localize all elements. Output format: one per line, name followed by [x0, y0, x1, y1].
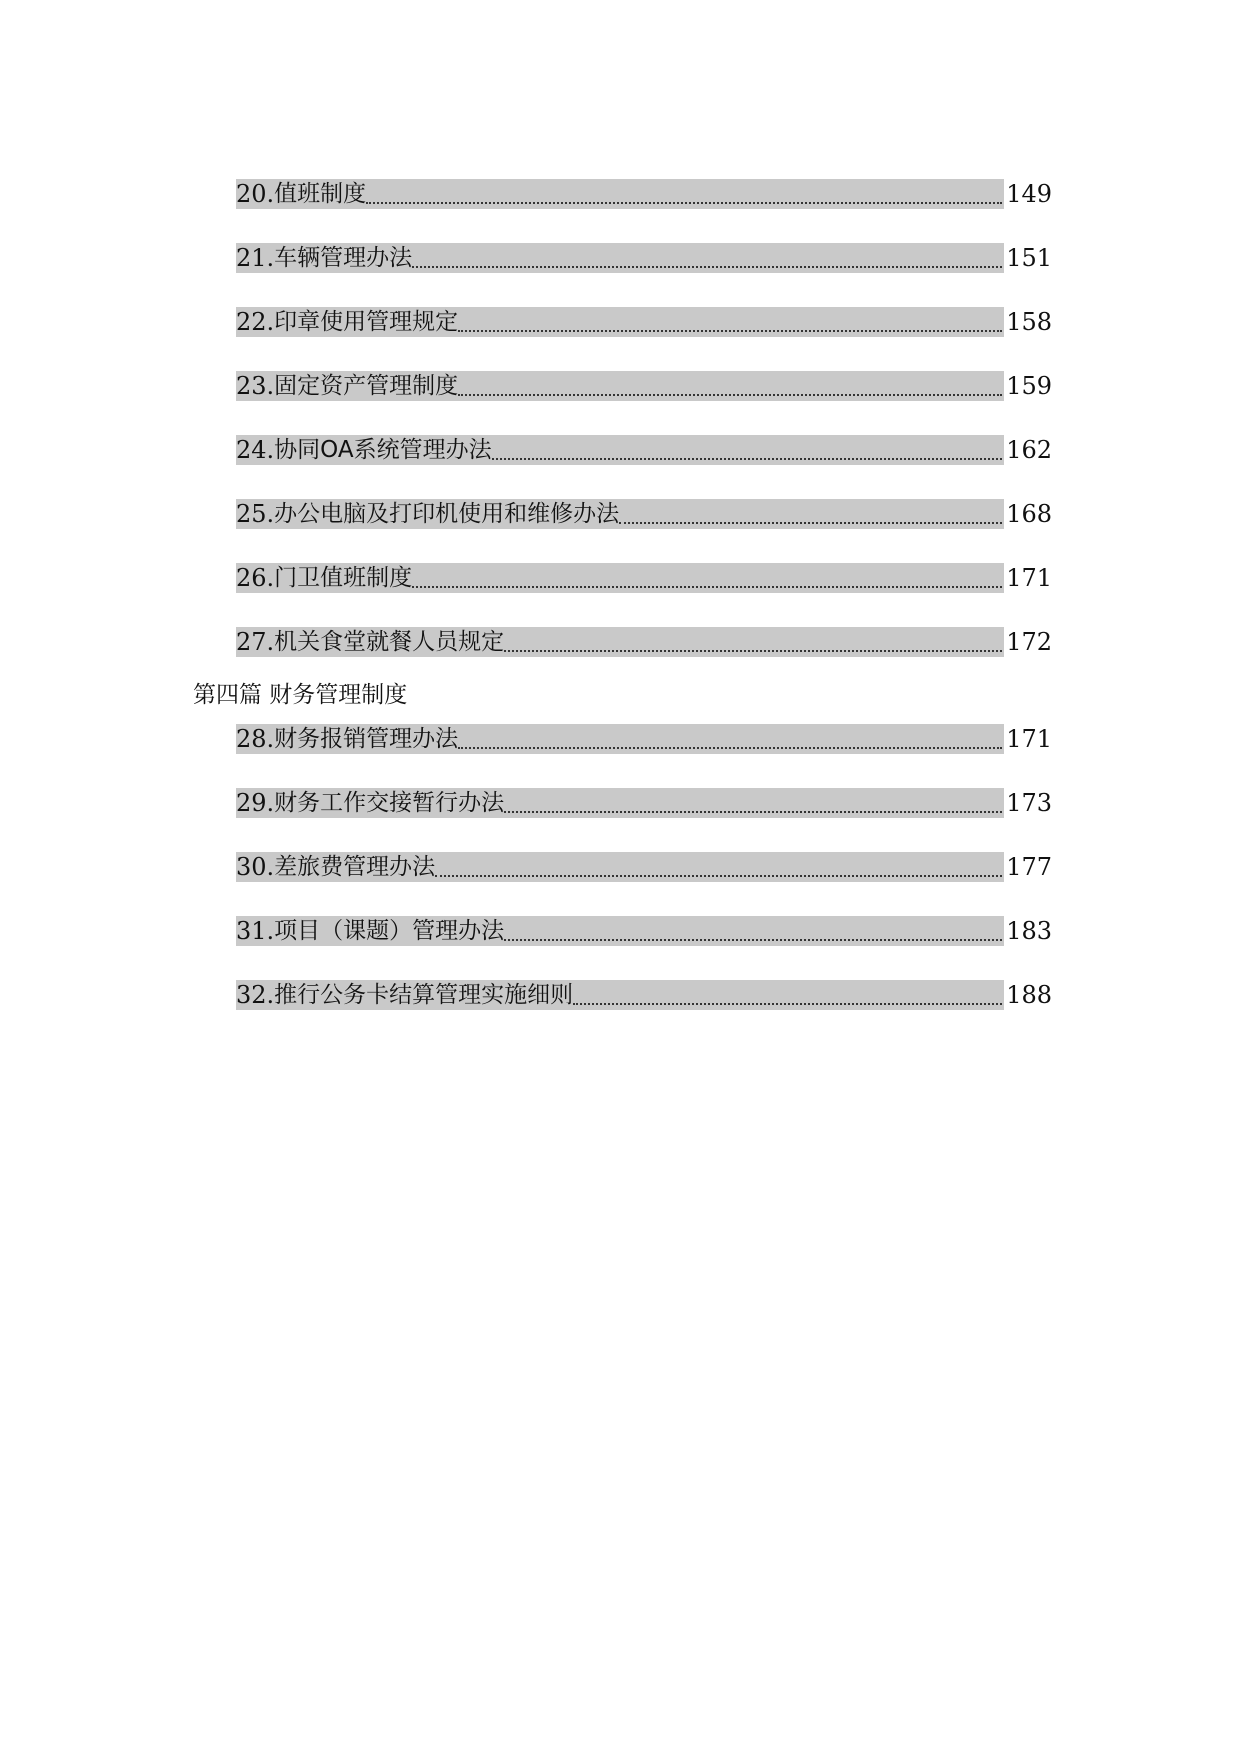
toc-entry-title: 车辆管理办法 [274, 245, 413, 271]
toc-entry-32[interactable] [236, 980, 1052, 1010]
toc-entry-title: 机关食堂就餐人员规定 [274, 629, 505, 655]
toc-entry-page: 162 [1006, 436, 1052, 464]
toc-entry-24[interactable] [236, 435, 1052, 465]
toc-entry-page: 172 [1006, 628, 1052, 656]
toc-entry-highlight [236, 499, 1004, 529]
toc-dot-leader [458, 307, 1004, 337]
toc-entry-highlight [236, 916, 1004, 946]
toc-entry-number: 25. [236, 500, 275, 528]
toc-dot-leader [504, 788, 1004, 818]
toc-entry-number: 22. [236, 308, 275, 336]
toc-entry-highlight [236, 179, 1004, 209]
toc-entry-number: 28. [236, 725, 275, 753]
toc-entry-title: 值班制度 [274, 181, 367, 207]
toc-dot-leader [412, 563, 1004, 593]
toc-entry-page: 149 [1006, 180, 1052, 208]
toc-dot-leader [504, 916, 1004, 946]
toc-entry-page: 177 [1006, 853, 1052, 881]
toc-entry-highlight [236, 980, 1004, 1010]
toc-entry-page: 171 [1006, 564, 1052, 592]
toc-entry-page: 183 [1006, 917, 1052, 945]
toc-entry-27[interactable] [236, 627, 1052, 657]
toc-dot-leader [573, 980, 1004, 1010]
toc-entry-highlight [236, 435, 1004, 465]
toc-dot-leader [458, 724, 1004, 754]
toc-entry-title: 印章使用管理规定 [274, 309, 459, 335]
toc-entry-highlight [236, 371, 1004, 401]
toc-dot-leader [619, 499, 1004, 529]
toc-entry-page: 159 [1006, 372, 1052, 400]
toc-entry-number: 20. [236, 180, 275, 208]
toc-entry-highlight [236, 243, 1004, 273]
toc-entry-title: 协同OA系统管理办法 [274, 437, 492, 463]
toc-entry-21[interactable] [236, 243, 1052, 273]
toc-entry-title: 项目（课题）管理办法 [274, 918, 505, 944]
toc-entry-page: 173 [1006, 789, 1052, 817]
toc-entry-title: 财务报销管理办法 [274, 726, 459, 752]
toc-entry-title: 门卫值班制度 [274, 565, 413, 591]
toc-entry-page: 168 [1006, 500, 1052, 528]
toc-entry-title: 差旅费管理办法 [274, 854, 436, 880]
toc-entry-title: 推行公务卡结算管理实施细则 [274, 982, 574, 1008]
toc-entry-title: 财务工作交接暂行办法 [274, 790, 505, 816]
toc-entry-highlight [236, 724, 1004, 754]
toc-entry-22[interactable] [236, 307, 1052, 337]
toc-entry-highlight [236, 852, 1004, 882]
toc-dot-leader [504, 627, 1004, 657]
toc-entry-number: 26. [236, 564, 275, 592]
toc-entry-number: 21. [236, 244, 275, 272]
toc-dot-leader [458, 371, 1004, 401]
toc-entry-number: 23. [236, 372, 275, 400]
toc-entry-25[interactable] [236, 499, 1052, 529]
toc-entry-number: 30. [236, 853, 275, 881]
toc-entry-page: 188 [1006, 981, 1052, 1009]
toc-entry-title: 办公电脑及打印机使用和维修办法 [274, 501, 620, 527]
toc-entry-number: 27. [236, 628, 275, 656]
toc-entry-page: 151 [1006, 244, 1052, 272]
toc-entry-page: 171 [1006, 725, 1052, 753]
toc-entry-page: 158 [1006, 308, 1052, 336]
toc-dot-leader [492, 435, 1005, 465]
toc-entry-highlight [236, 627, 1004, 657]
toc-entry-20[interactable] [236, 179, 1052, 209]
toc-entry-number: 32. [236, 981, 275, 1009]
toc-entry-23[interactable] [236, 371, 1052, 401]
toc-dot-leader [412, 243, 1004, 273]
toc-entry-highlight [236, 307, 1004, 337]
toc-entry-highlight [236, 788, 1004, 818]
toc-dot-leader [435, 852, 1004, 882]
toc-entry-number: 31. [236, 917, 275, 945]
toc-entry-title: 固定资产管理制度 [274, 373, 459, 399]
toc-entry-29[interactable] [236, 788, 1052, 818]
toc-entry-26[interactable] [236, 563, 1052, 593]
toc-entry-number: 29. [236, 789, 275, 817]
toc-entry-highlight [236, 563, 1004, 593]
toc-entry-31[interactable] [236, 916, 1052, 946]
toc-entry-30[interactable] [236, 852, 1052, 882]
toc-dot-leader [366, 179, 1004, 209]
section-heading[interactable]: 第四篇 财务管理制度 [193, 682, 408, 708]
toc-entry-number: 24. [236, 436, 275, 464]
toc-entry-28[interactable] [236, 724, 1052, 754]
